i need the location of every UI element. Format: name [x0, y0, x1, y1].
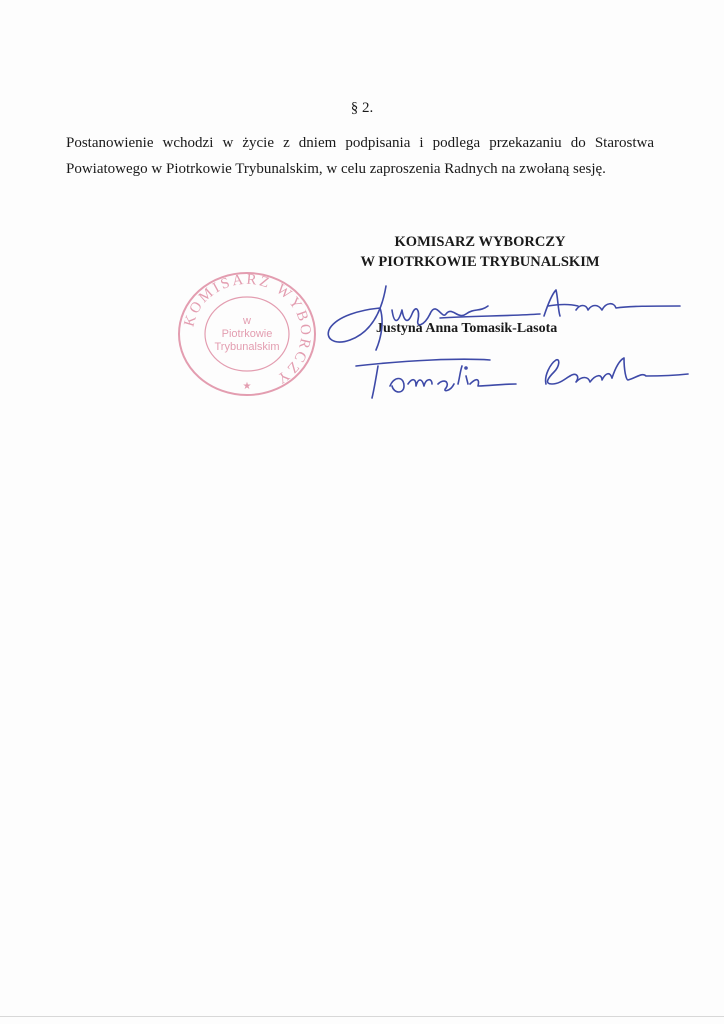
signature-title-line1: KOMISARZ WYBORCZY	[394, 234, 566, 250]
section-mark: § 2.	[350, 100, 374, 116]
svg-text:★: ★	[242, 381, 252, 392]
stamp-ring-text: KOMISARZ WYBORCZY	[181, 271, 314, 388]
stamp-center-line3: Trybunalskim	[214, 340, 280, 353]
signature-title-line2: W PIOTRKOWIE TRYBUNALSKIM	[360, 254, 600, 270]
signature-title	[340, 232, 620, 272]
stamp-center	[176, 271, 318, 397]
official-stamp	[176, 271, 318, 397]
handwritten-signature-icon	[320, 280, 690, 410]
stamp-center-line2: Piotrkowie	[221, 327, 273, 340]
stamp-center-line1: w	[243, 314, 251, 327]
bottom-rule	[0, 1016, 724, 1017]
decision-paragraph: Postanowienie wchodzi w życie z dniem podpisania i podlega przekazaniu do Starostwa Powiatowego w Piotrkowie Trybunalskim, w celu zaproszenia Radnych na zwołaną sesję.	[66, 135, 654, 177]
signer-name: Justyna Anna Tomasik-Lasota	[376, 321, 558, 336]
